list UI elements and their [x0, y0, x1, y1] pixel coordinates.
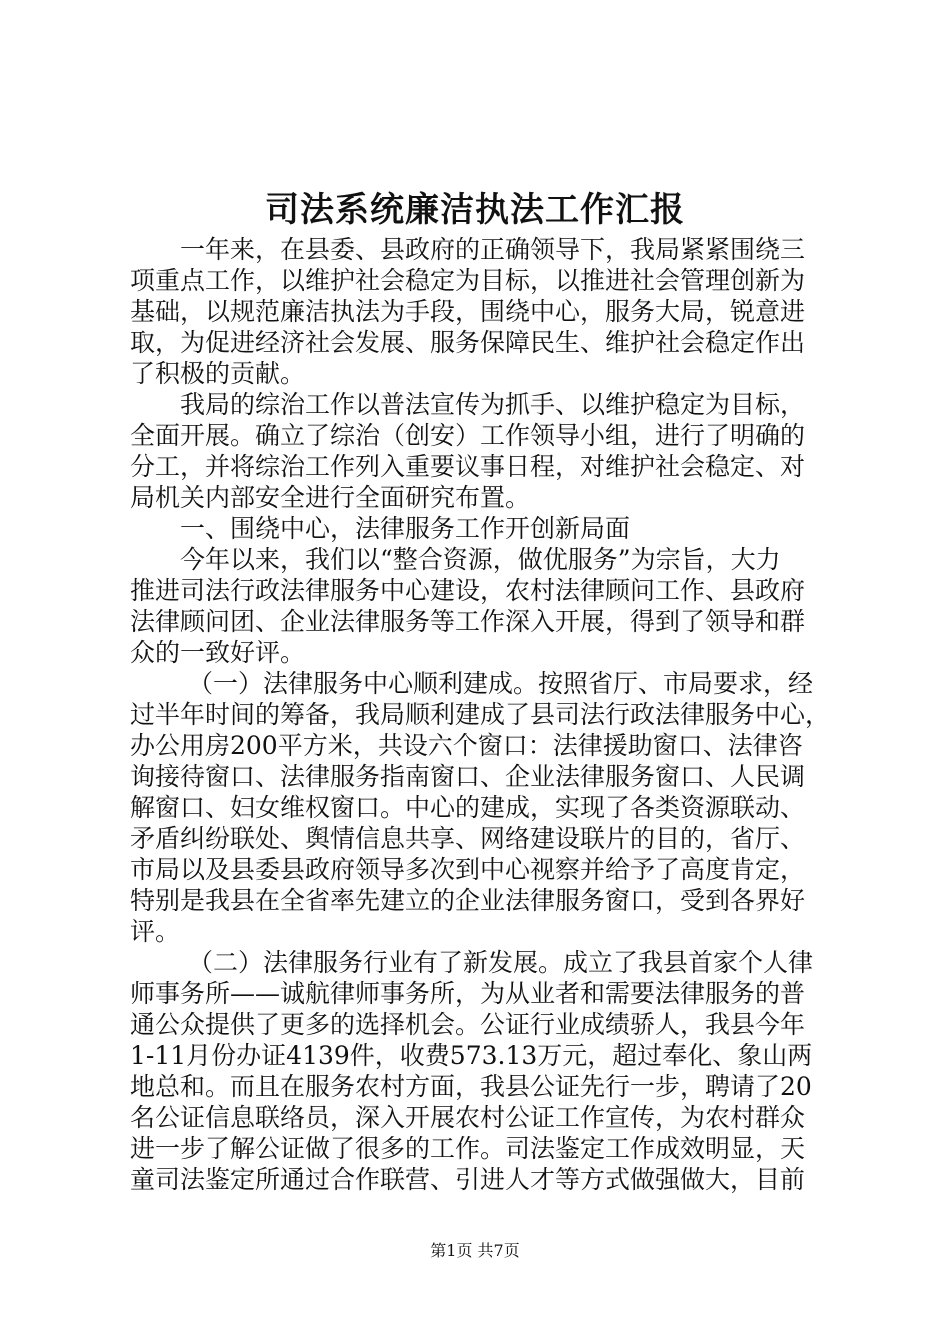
page-footer: 第1页 共7页 — [430, 1241, 520, 1260]
text-line: 过半年时间的筹备，我局顺利建成了县司法行政法律服务中心， — [130, 700, 830, 729]
text-line: 基础，以规范廉洁执法为手段，围绕中心，服务大局，锐意进 — [130, 297, 806, 326]
text-line: （一）法律服务中心顺利建成。按照省厅、市局要求，经 — [188, 669, 814, 698]
section-heading: 一、围绕中心，法律服务工作开创新局面 — [180, 514, 631, 543]
text-line: 进一步了解公证做了很多的工作。司法鉴定工作成效明显，天 — [130, 1134, 806, 1163]
text-line: 分工，并将综治工作列入重要议事日程，对维护社会稳定、对 — [130, 452, 806, 481]
text-line: 1-11月份办证4139件，收费573.13万元，超过奉化、象山两 — [130, 1041, 813, 1070]
text-line: 今年以来，我们以“整合资源，做优服务”为宗旨，大力 — [180, 545, 781, 574]
text-line: 询接待窗口、法律服务指南窗口、企业法律服务窗口、人民调 — [130, 762, 806, 791]
text-line: 解窗口、妇女维权窗口。中心的建成，实现了各类资源联动、 — [130, 793, 806, 822]
text-line: 取，为促进经济社会发展、服务保障民生、维护社会稳定作出 — [130, 328, 806, 357]
text-line: 我局的综治工作以普法宣传为抓手、以维护稳定为目标， — [180, 390, 806, 419]
document-body — [130, 234, 830, 1195]
text-line: 评。 — [130, 917, 181, 946]
text-line: 了积极的贡献。 — [130, 359, 306, 388]
text-line: 矛盾纠纷联处、舆情信息共享、网络建设联片的目的，省厅、 — [130, 824, 806, 853]
text-line: 童司法鉴定所通过合作联营、引进人才等方式做强做大，目前 — [130, 1165, 806, 1194]
text-line: 项重点工作，以维护社会稳定为目标，以推进社会管理创新为 — [130, 266, 806, 295]
text-line: 特别是我县在全省率先建立的企业法律服务窗口，受到各界好 — [130, 886, 806, 915]
text-line: 局机关内部安全进行全面研究布置。 — [130, 483, 531, 512]
text-line: 一年来，在县委、县政府的正确领导下，我局紧紧围绕三 — [180, 235, 806, 264]
text-line: 名公证信息联络员，深入开展农村公证工作宣传，为农村群众 — [130, 1103, 806, 1132]
text-line: 办公用房200平方米，共设六个窗口：法律援助窗口、法律咨 — [130, 731, 803, 760]
text-line: 法律顾问团、企业法律服务等工作深入开展，得到了领导和群 — [130, 607, 806, 636]
text-line: 师事务所——诚航律师事务所，为从业者和需要法律服务的普 — [130, 979, 806, 1008]
text-line: 地总和。而且在服务农村方面，我县公证先行一步，聘请了20 — [130, 1072, 812, 1101]
text-line: （二）法律服务行业有了新发展。成立了我县首家个人律 — [188, 948, 814, 977]
document-title: 司法系统廉洁执法工作汇报 — [265, 190, 685, 230]
text-line: 推进司法行政法律服务中心建设，农村法律顾问工作、县政府 — [130, 576, 806, 605]
text-line: 市局以及县委县政府领导多次到中心视察并给予了高度肯定， — [130, 855, 806, 884]
text-line: 通公众提供了更多的选择机会。公证行业成绩骄人，我县今年 — [130, 1010, 806, 1039]
text-line: 众的一致好评。 — [130, 638, 306, 667]
text-line: 全面开展。确立了综治（创安）工作领导小组，进行了明确的 — [130, 421, 806, 450]
